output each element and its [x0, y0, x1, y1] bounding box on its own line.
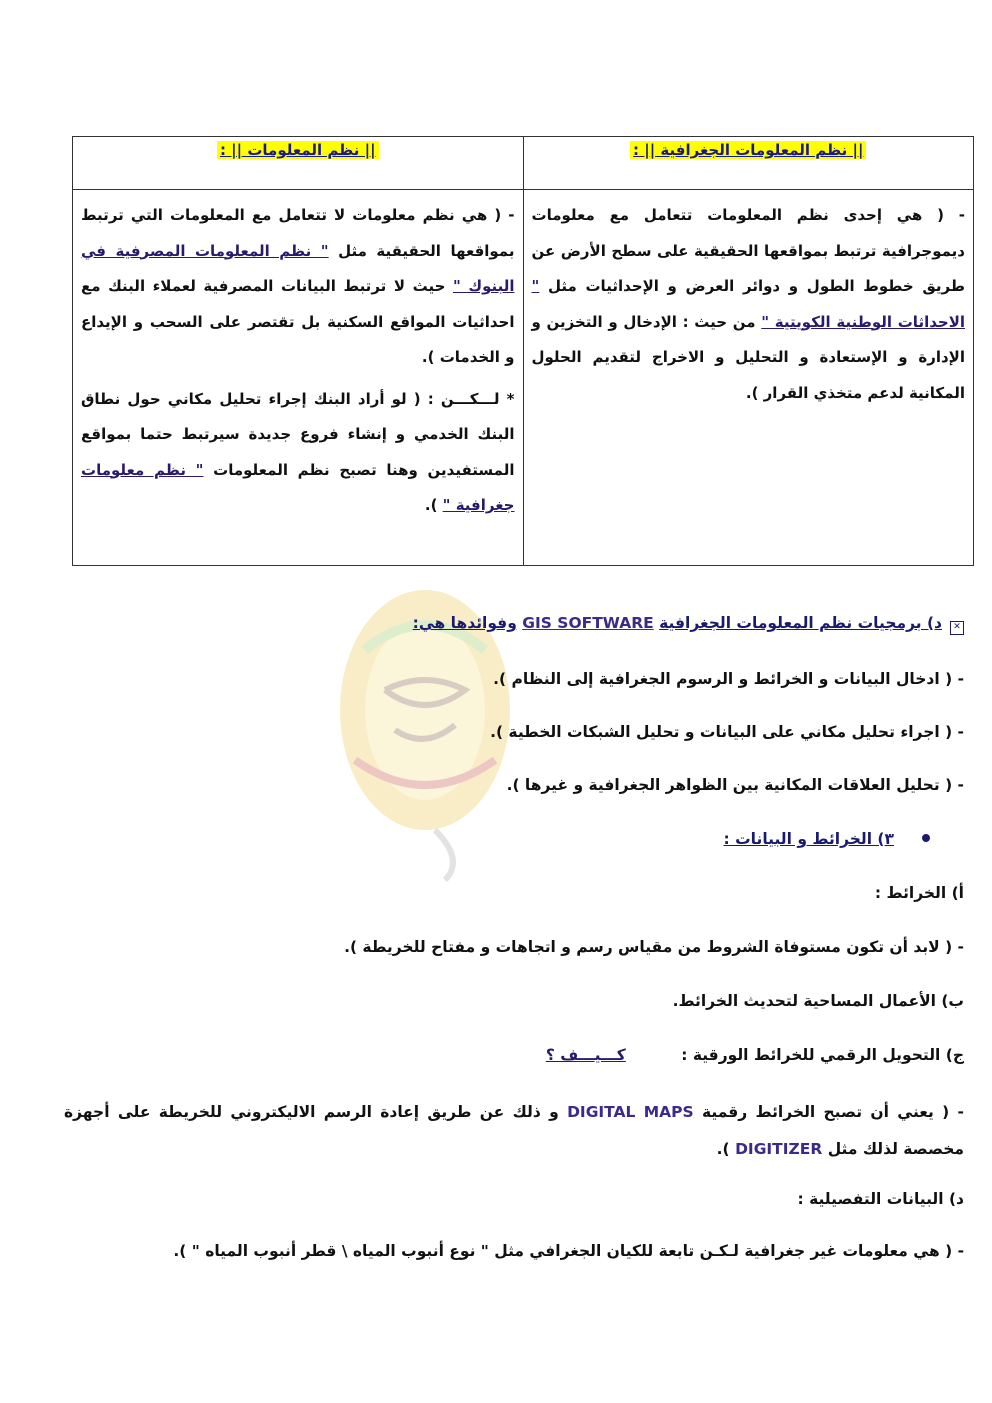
maps-heading: ٣) الخرائط و البيانات : [30, 830, 930, 848]
is-definition-text: - ( هي نظم معلومات لا تتعامل مع المعلومات التي ترتبط بمواقعها الحقيقية مثل " نظم المعلومات المصرفية في البنوك " حيث لا ترتبط البيانات المصرفية لعملاء البنك مع احداثيات المواقع السكنية بل تقتصر على السحب و الإيداع و الخدمات ). [81, 206, 515, 366]
maps-c-heading: ج) التحويل الرقمي للخرائط الورقية : كـــيـــف ؟ [545, 1046, 964, 1064]
cell-is-definition [73, 190, 524, 566]
kuwait-coordinates-example: " الاحداثات الوطنية الكويتية " [531, 277, 966, 331]
gis-term: " نظم معلومات جغرافية " [81, 460, 515, 514]
checkbox-icon: ✕ [950, 621, 964, 635]
maps-c-text: - ( يعني أن تصبح الخرائط رقمية DIGITAL MAPS و ذلك عن طريق إعادة الرسم الاليكتروني للخريطة على أجهزة مخصصة لذلك مثل DIGITIZER ). [64, 1103, 964, 1158]
comparison-table [72, 136, 974, 566]
maps-b-heading: ب) الأعمال المساحية لتحديث الخرائط. [672, 992, 964, 1010]
maps-a-text: - ( لابد أن تكون مستوفاة الشروط من مقياس رسم و اتجاهات و مفتاح للخريطة ). [344, 938, 964, 956]
gis-definition-text: - ( هي إحدى نظم المعلومات تتعامل مع معلومات ديموجرافية ترتبط بمواقعها الحقيقية على سطح الأرض عن طريق خطوط الطول و دوائر العرض و الإحداثيات مثل " الاحداثات الوطنية الكويتية " من حيث : الإدخال و التخزين و الإدارة و الإستعادة و التحليل و الاخراج لتقديم الحلول المكانية لدعم متخذي القرار ). [531, 206, 966, 402]
maps-d-text: - ( هي معلومات غير جغرافية لـكـن تابعة للكيان الجغرافي مثل " نوع أنبوب المياه \ قطر أنبوب المياه " ). [173, 1242, 964, 1260]
header-gis-label: || نظم المعلومات الجغرافية || : [630, 141, 866, 159]
software-item-1: - ( ادخال البيانات و الخرائط و الرسوم الجغرافية إلى النظام ). [493, 670, 964, 688]
cell-gis-definition [523, 190, 974, 566]
table-header-row [73, 137, 974, 190]
software-item-2: - ( اجراء تحليل مكاني على البيانات و تحليل الشبكات الخطية ). [490, 723, 964, 741]
bank-systems-example: " نظم المعلومات المصرفية في البنوك " [81, 241, 515, 295]
how-question: كـــيـــف ؟ [545, 1046, 626, 1064]
bullet-icon [922, 834, 930, 842]
table-body-row [73, 190, 974, 566]
software-heading: ✕د) برمجيات نظم المعلومات الجغرافية GIS SOFTWARE وفوائدها هي: [64, 614, 964, 635]
header-is [73, 137, 524, 190]
software-item-3: - ( تحليل العلاقات المكانية بين الظواهر الجغرافية و غيرها ). [506, 776, 964, 794]
header-gis [523, 137, 974, 190]
header-is-label: || نظم المعلومات || : [217, 141, 379, 159]
maps-a-heading: أ) الخرائط : [874, 884, 964, 902]
is-but-note: * لـــكـــن : ( لو أراد البنك إجراء تحليل مكاني حول نطاق البنك الخدمي و إنشاء فروع جديدة سيرتبط حتما بمواقع المستفيدين وهنا تصبح نظم المعلومات " نظم معلومات جغرافية " ). [81, 389, 515, 514]
maps-d-heading: د) البيانات التفصيلية : [797, 1190, 964, 1208]
